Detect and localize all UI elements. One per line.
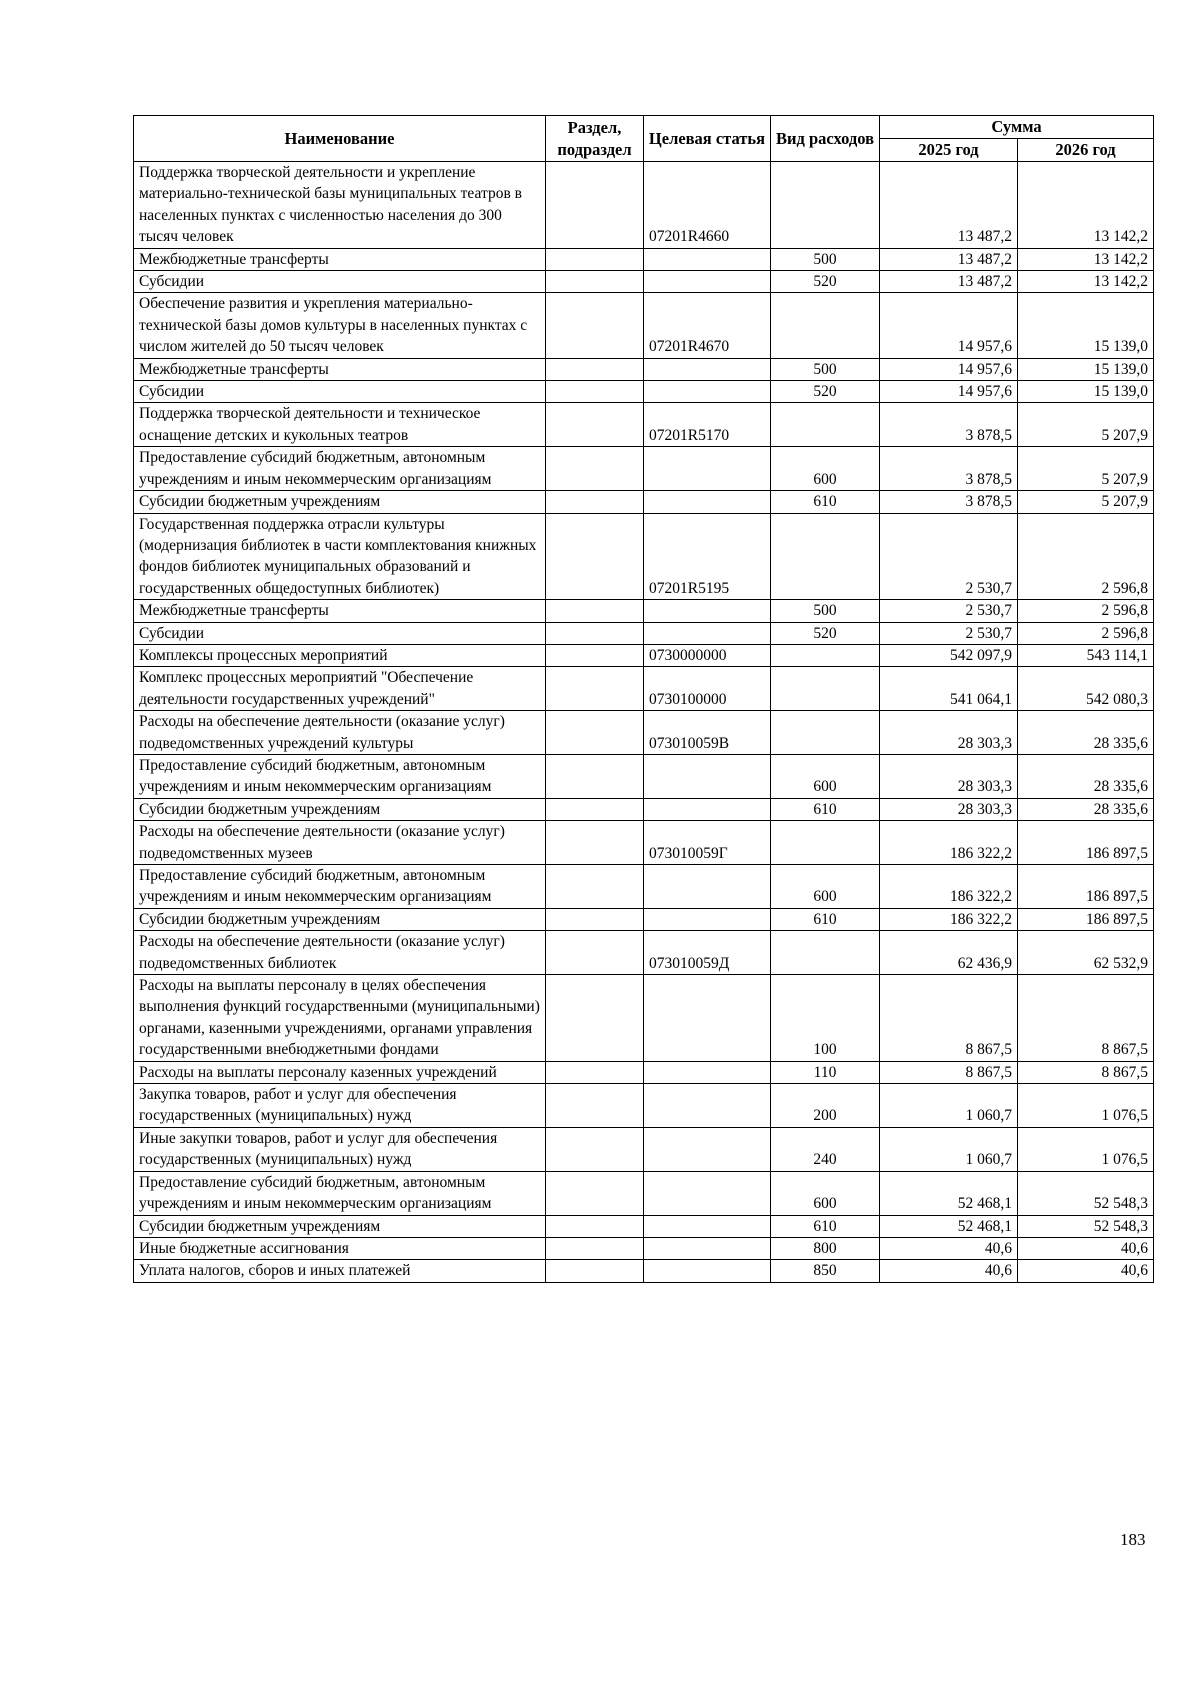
cell-sum-2026: 13 142,2 [1018, 162, 1154, 249]
cell-sum-2025: 1 060,7 [880, 1127, 1018, 1171]
cell-sum-2025: 186 322,2 [880, 865, 1018, 909]
cell-name: Расходы на обеспечение деятельности (оказание услуг) подведомственных музеев [134, 821, 546, 865]
cell-kind: 100 [771, 975, 880, 1062]
cell-target [644, 865, 771, 909]
header-kind: Вид расходов [771, 116, 880, 162]
cell-name: Субсидии [134, 622, 546, 644]
cell-sum-2026: 186 897,5 [1018, 908, 1154, 930]
table-row [134, 644, 1154, 666]
cell-sum-2025: 542 097,9 [880, 644, 1018, 666]
cell-name: Субсидии бюджетным учреждениям [134, 1215, 546, 1237]
cell-sum-2025: 52 468,1 [880, 1215, 1018, 1237]
table-row [134, 908, 1154, 930]
cell-target: 07201R4670 [644, 293, 771, 358]
cell-sum-2025: 2 530,7 [880, 600, 1018, 622]
table-row [134, 931, 1154, 975]
cell-section [546, 865, 644, 909]
cell-sum-2026: 1 076,5 [1018, 1084, 1154, 1128]
cell-sum-2025: 14 957,6 [880, 358, 1018, 380]
cell-name: Субсидии бюджетным учреждениям [134, 798, 546, 820]
cell-sum-2026: 28 335,6 [1018, 798, 1154, 820]
cell-target: 0730100000 [644, 667, 771, 711]
cell-sum-2025: 28 303,3 [880, 754, 1018, 798]
cell-sum-2025: 14 957,6 [880, 293, 1018, 358]
cell-target: 073010059Г [644, 821, 771, 865]
cell-target: 07201R5195 [644, 513, 771, 600]
cell-sum-2026: 13 142,2 [1018, 248, 1154, 270]
cell-sum-2025: 13 487,2 [880, 271, 1018, 293]
cell-sum-2026: 8 867,5 [1018, 1061, 1154, 1083]
cell-target [644, 1215, 771, 1237]
cell-target [644, 1237, 771, 1259]
cell-kind: 610 [771, 798, 880, 820]
cell-section [546, 1260, 644, 1282]
cell-target [644, 600, 771, 622]
cell-sum-2025: 3 878,5 [880, 403, 1018, 447]
cell-sum-2026: 15 139,0 [1018, 381, 1154, 403]
cell-kind: 520 [771, 622, 880, 644]
cell-section [546, 358, 644, 380]
cell-section [546, 1237, 644, 1259]
cell-section [546, 293, 644, 358]
cell-target [644, 798, 771, 820]
cell-section [546, 821, 644, 865]
cell-sum-2025: 13 487,2 [880, 162, 1018, 249]
cell-target [644, 1061, 771, 1083]
cell-name: Предоставление субсидий бюджетным, автономным учреждениям и иным некоммерческим организациям [134, 447, 546, 491]
header-sum: Сумма [880, 116, 1154, 139]
cell-sum-2026: 40,6 [1018, 1260, 1154, 1282]
table-row [134, 821, 1154, 865]
cell-kind: 240 [771, 1127, 880, 1171]
cell-name: Уплата налогов, сборов и иных платежей [134, 1260, 546, 1282]
cell-sum-2026: 186 897,5 [1018, 865, 1154, 909]
cell-sum-2026: 8 867,5 [1018, 975, 1154, 1062]
cell-section [546, 711, 644, 755]
table-row [134, 1260, 1154, 1282]
table-row [134, 667, 1154, 711]
cell-sum-2025: 3 878,5 [880, 491, 1018, 513]
cell-section [546, 162, 644, 249]
cell-name: Межбюджетные трансферты [134, 358, 546, 380]
cell-sum-2025: 1 060,7 [880, 1084, 1018, 1128]
cell-target: 07201R4660 [644, 162, 771, 249]
cell-sum-2025: 2 530,7 [880, 622, 1018, 644]
cell-kind: 500 [771, 248, 880, 270]
cell-sum-2026: 52 548,3 [1018, 1215, 1154, 1237]
cell-kind [771, 513, 880, 600]
cell-target [644, 622, 771, 644]
cell-section [546, 403, 644, 447]
cell-section [546, 1127, 644, 1171]
cell-kind: 610 [771, 491, 880, 513]
budget-table [133, 115, 1154, 1283]
cell-kind: 610 [771, 1215, 880, 1237]
header-name: Наименование [134, 116, 546, 162]
table-row [134, 293, 1154, 358]
cell-name: Межбюджетные трансферты [134, 248, 546, 270]
cell-section [546, 1215, 644, 1237]
cell-target: 073010059Д [644, 931, 771, 975]
table-row [134, 754, 1154, 798]
cell-kind [771, 644, 880, 666]
header-target: Целевая статья [644, 116, 771, 162]
cell-sum-2026: 28 335,6 [1018, 754, 1154, 798]
cell-kind: 110 [771, 1061, 880, 1083]
cell-section [546, 798, 644, 820]
table-row [134, 1061, 1154, 1083]
header-section: Раздел, подраздел [546, 116, 644, 162]
cell-target [644, 1260, 771, 1282]
cell-sum-2026: 5 207,9 [1018, 491, 1154, 513]
table-row [134, 865, 1154, 909]
cell-sum-2025: 28 303,3 [880, 798, 1018, 820]
cell-name: Поддержка творческой деятельности и техническое оснащение детских и кукольных театров [134, 403, 546, 447]
header-year-2026: 2026 год [1018, 139, 1154, 162]
cell-kind: 500 [771, 358, 880, 380]
cell-kind: 800 [771, 1237, 880, 1259]
table-row [134, 711, 1154, 755]
cell-kind: 200 [771, 1084, 880, 1128]
table-row [134, 381, 1154, 403]
table-row [134, 403, 1154, 447]
cell-section [546, 248, 644, 270]
cell-target [644, 908, 771, 930]
page-number: 183 [1120, 1530, 1146, 1549]
cell-sum-2026: 5 207,9 [1018, 403, 1154, 447]
table-row [134, 1171, 1154, 1215]
cell-target [644, 1127, 771, 1171]
cell-kind: 600 [771, 447, 880, 491]
cell-sum-2025: 8 867,5 [880, 1061, 1018, 1083]
cell-sum-2026: 2 596,8 [1018, 600, 1154, 622]
cell-name: Предоставление субсидий бюджетным, автономным учреждениям и иным некоммерческим организациям [134, 865, 546, 909]
table-row [134, 358, 1154, 380]
table-row [134, 1127, 1154, 1171]
cell-sum-2025: 13 487,2 [880, 248, 1018, 270]
cell-kind: 500 [771, 600, 880, 622]
cell-section [546, 622, 644, 644]
cell-target [644, 754, 771, 798]
cell-name: Субсидии [134, 381, 546, 403]
cell-sum-2025: 40,6 [880, 1237, 1018, 1259]
cell-sum-2026: 40,6 [1018, 1237, 1154, 1259]
cell-section [546, 1171, 644, 1215]
cell-target: 07201R5170 [644, 403, 771, 447]
cell-sum-2025: 541 064,1 [880, 667, 1018, 711]
cell-kind: 600 [771, 1171, 880, 1215]
table-row [134, 798, 1154, 820]
cell-name: Иные бюджетные ассигнования [134, 1237, 546, 1259]
cell-sum-2026: 15 139,0 [1018, 358, 1154, 380]
cell-name: Иные закупки товаров, работ и услуг для обеспечения государственных (муниципальных) нужд [134, 1127, 546, 1171]
cell-target: 073010059В [644, 711, 771, 755]
cell-kind [771, 293, 880, 358]
table-row [134, 1237, 1154, 1259]
table-row [134, 447, 1154, 491]
cell-name: Субсидии [134, 271, 546, 293]
cell-sum-2025: 186 322,2 [880, 908, 1018, 930]
cell-name: Предоставление субсидий бюджетным, автономным учреждениям и иным некоммерческим организациям [134, 1171, 546, 1215]
cell-section [546, 667, 644, 711]
cell-section [546, 644, 644, 666]
cell-kind: 600 [771, 754, 880, 798]
table-header [134, 116, 1154, 162]
table-row [134, 513, 1154, 600]
cell-section [546, 1061, 644, 1083]
cell-name: Поддержка творческой деятельности и укрепление материально-технической базы муниципальных театров в населенных пунктах с численностью населения до 300 тысяч человек [134, 162, 546, 249]
cell-section [546, 975, 644, 1062]
cell-target [644, 1084, 771, 1128]
cell-kind: 520 [771, 271, 880, 293]
cell-section [546, 271, 644, 293]
table-row [134, 248, 1154, 270]
cell-sum-2025: 2 530,7 [880, 513, 1018, 600]
cell-name: Субсидии бюджетным учреждениям [134, 491, 546, 513]
cell-section [546, 931, 644, 975]
cell-section [546, 908, 644, 930]
cell-section [546, 491, 644, 513]
table-row [134, 600, 1154, 622]
cell-sum-2025: 186 322,2 [880, 821, 1018, 865]
cell-sum-2026: 13 142,2 [1018, 271, 1154, 293]
cell-sum-2025: 40,6 [880, 1260, 1018, 1282]
cell-name: Расходы на выплаты персоналу в целях обеспечения выполнения функций государственными (муниципальными) органами, казенными учреждениями, органами управления государственными внебюджетными фондами [134, 975, 546, 1062]
cell-target [644, 248, 771, 270]
cell-name: Предоставление субсидий бюджетным, автономным учреждениям и иным некоммерческим организациям [134, 754, 546, 798]
cell-section [546, 447, 644, 491]
table-row [134, 1084, 1154, 1128]
cell-sum-2026: 62 532,9 [1018, 931, 1154, 975]
cell-name: Расходы на выплаты персоналу казенных учреждений [134, 1061, 546, 1083]
cell-sum-2025: 3 878,5 [880, 447, 1018, 491]
cell-section [546, 1084, 644, 1128]
cell-kind [771, 931, 880, 975]
cell-name: Межбюджетные трансферты [134, 600, 546, 622]
cell-kind [771, 821, 880, 865]
cell-name: Расходы на обеспечение деятельности (оказание услуг) подведомственных учреждений культуры [134, 711, 546, 755]
cell-kind: 610 [771, 908, 880, 930]
cell-sum-2026: 2 596,8 [1018, 513, 1154, 600]
cell-name: Расходы на обеспечение деятельности (оказание услуг) подведомственных библиотек [134, 931, 546, 975]
cell-kind [771, 667, 880, 711]
table-row [134, 162, 1154, 249]
table-row [134, 1215, 1154, 1237]
cell-name: Комплексы процессных мероприятий [134, 644, 546, 666]
table-row [134, 491, 1154, 513]
cell-name: Государственная поддержка отрасли культуры (модернизация библиотек в части комплектования книжных фондов библиотек муниципальных образований и государственных общедоступных библиотек) [134, 513, 546, 600]
cell-sum-2026: 542 080,3 [1018, 667, 1154, 711]
cell-target [644, 975, 771, 1062]
cell-sum-2026: 5 207,9 [1018, 447, 1154, 491]
cell-sum-2026: 52 548,3 [1018, 1171, 1154, 1215]
table-row [134, 975, 1154, 1062]
cell-sum-2025: 28 303,3 [880, 711, 1018, 755]
cell-target: 0730000000 [644, 644, 771, 666]
cell-name: Субсидии бюджетным учреждениям [134, 908, 546, 930]
cell-target [644, 358, 771, 380]
cell-target [644, 447, 771, 491]
cell-sum-2026: 15 139,0 [1018, 293, 1154, 358]
cell-sum-2026: 543 114,1 [1018, 644, 1154, 666]
cell-sum-2026: 1 076,5 [1018, 1127, 1154, 1171]
cell-section [546, 513, 644, 600]
cell-section [546, 381, 644, 403]
cell-target [644, 491, 771, 513]
cell-kind: 600 [771, 865, 880, 909]
cell-kind [771, 711, 880, 755]
table-row [134, 622, 1154, 644]
cell-name: Комплекс процессных мероприятий "Обеспечение деятельности государственных учреждений" [134, 667, 546, 711]
cell-target [644, 271, 771, 293]
cell-sum-2026: 186 897,5 [1018, 821, 1154, 865]
cell-name: Обеспечение развития и укрепления материально-технической базы домов культуры в населенных пунктах с числом жителей до 50 тысяч человек [134, 293, 546, 358]
cell-sum-2026: 28 335,6 [1018, 711, 1154, 755]
cell-sum-2025: 52 468,1 [880, 1171, 1018, 1215]
cell-section [546, 754, 644, 798]
cell-sum-2025: 14 957,6 [880, 381, 1018, 403]
table-body [134, 162, 1154, 1283]
cell-kind: 520 [771, 381, 880, 403]
cell-name: Закупка товаров, работ и услуг для обеспечения государственных (муниципальных) нужд [134, 1084, 546, 1128]
cell-target [644, 381, 771, 403]
cell-sum-2026: 2 596,8 [1018, 622, 1154, 644]
cell-kind: 850 [771, 1260, 880, 1282]
cell-sum-2025: 8 867,5 [880, 975, 1018, 1062]
cell-kind [771, 162, 880, 249]
table-row [134, 271, 1154, 293]
cell-target [644, 1171, 771, 1215]
cell-section [546, 600, 644, 622]
cell-kind [771, 403, 880, 447]
cell-sum-2025: 62 436,9 [880, 931, 1018, 975]
header-year-2025: 2025 год [880, 139, 1018, 162]
